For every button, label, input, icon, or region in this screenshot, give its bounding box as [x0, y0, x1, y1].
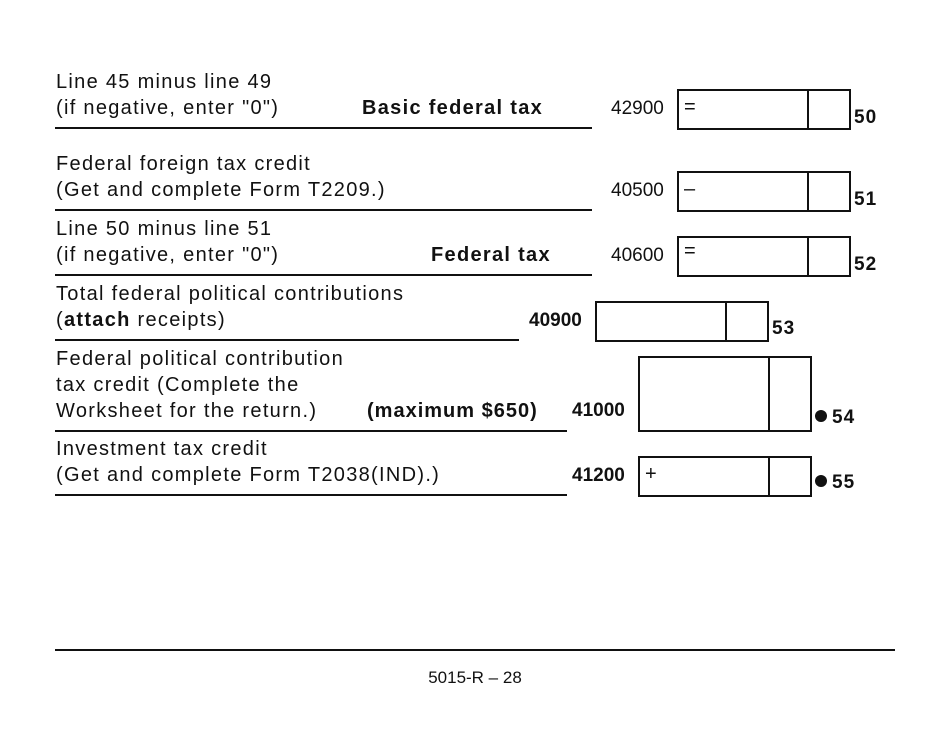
page-number: 5015-R – 28 — [428, 668, 522, 687]
line-51-code: 40500 — [611, 180, 664, 201]
receipts-text: receipts) — [130, 309, 226, 331]
bullet-icon — [815, 475, 827, 487]
minus-sign: – — [684, 178, 696, 200]
line-52-number: 52 — [854, 254, 878, 275]
line-50-number: 50 — [854, 107, 878, 128]
attach-emphasis: attach — [63, 309, 131, 331]
line-55-number-text: 55 — [832, 472, 856, 493]
line-50-rule — [55, 127, 592, 129]
line-51-number: 51 — [854, 189, 878, 210]
line-52-rule — [55, 274, 592, 276]
equals-sign: = — [684, 240, 696, 262]
line-53-rule — [55, 339, 519, 341]
line-53-description-1: Total federal political contributions — [56, 283, 405, 305]
line-50-code: 42900 — [611, 98, 664, 119]
cents-divider — [807, 91, 809, 128]
footer-rule — [55, 649, 895, 651]
cents-divider — [725, 303, 727, 340]
line-55-code: 41200 — [572, 465, 625, 486]
line-55-amount-field[interactable] — [638, 456, 812, 497]
cents-divider — [807, 238, 809, 275]
line-54-description-1: Federal political contribution — [56, 348, 345, 370]
line-52-description-2: (if negative, enter "0") — [56, 244, 280, 266]
line-50-amount-field[interactable] — [677, 89, 851, 130]
line-52-label: Federal tax — [431, 244, 551, 266]
line-51-description-1: Federal foreign tax credit — [56, 153, 312, 175]
line-52-code: 40600 — [611, 245, 664, 266]
line-51-amount-field[interactable] — [677, 171, 851, 212]
line-55-number — [815, 472, 855, 494]
cents-divider — [768, 458, 770, 495]
line-53-number: 53 — [772, 318, 796, 339]
line-53-description-2 — [56, 307, 226, 333]
line-53-code: 40900 — [529, 310, 582, 331]
line-54-code: 41000 — [572, 400, 625, 421]
line-54-maximum: (maximum $650) — [367, 400, 538, 422]
line-54-number-text: 54 — [832, 407, 856, 428]
line-54-amount-field[interactable] — [638, 356, 812, 432]
equals-sign: = — [684, 96, 696, 118]
line-54-description-2: tax credit (Complete the — [56, 374, 300, 396]
line-50-description-1: Line 45 minus line 49 — [56, 71, 273, 93]
line-52-amount-field[interactable] — [677, 236, 851, 277]
line-55-rule — [55, 494, 567, 496]
line-51-description-2: (Get and complete Form T2209.) — [56, 179, 386, 201]
paren-open: ( — [56, 309, 64, 331]
line-54-description-3: Worksheet for the return.) — [56, 400, 318, 422]
line-50-label: Basic federal tax — [362, 97, 544, 119]
line-55-description-1: Investment tax credit — [56, 438, 268, 460]
line-55-description-2: (Get and complete Form T2038(IND).) — [56, 464, 441, 486]
plus-sign: + — [645, 463, 657, 485]
line-54-number — [815, 407, 855, 429]
line-54-rule — [55, 430, 567, 432]
line-53-amount-field[interactable] — [595, 301, 769, 342]
line-52-description-1: Line 50 minus line 51 — [56, 218, 273, 240]
bullet-icon — [815, 410, 827, 422]
line-51-rule — [55, 209, 592, 211]
cents-divider — [807, 173, 809, 210]
cents-divider — [768, 358, 770, 430]
line-50-description-2: (if negative, enter "0") — [56, 97, 280, 119]
